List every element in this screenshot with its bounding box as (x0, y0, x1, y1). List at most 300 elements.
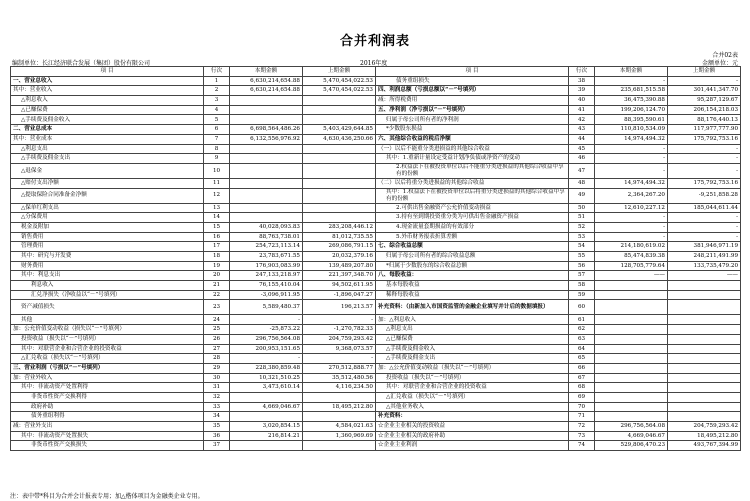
row-number: 24 (204, 315, 230, 325)
prior-amount: - (668, 154, 741, 164)
current-amount (230, 115, 303, 125)
table-row (11, 222, 741, 232)
current-amount: —— (595, 271, 668, 281)
prior-amount: - (668, 222, 741, 232)
row-number: 67 (569, 373, 595, 383)
current-amount (230, 178, 303, 188)
item-label: 其中：营业收入 (11, 86, 204, 96)
item-label: △退保金 (11, 163, 204, 178)
prior-amount: 196,213.57 (303, 300, 376, 315)
item-label: *少数股东损益 (376, 125, 569, 135)
item-label: 其中：1.重新计量设定受益计划净负债或净资产的变动 (376, 154, 569, 164)
header-current: 本期金额 (230, 67, 303, 77)
row-number: 72 (569, 422, 595, 432)
row-number: 25 (204, 325, 230, 335)
item-label: 加：△利息收入 (376, 315, 569, 325)
current-amount: 296,756,564.08 (595, 422, 668, 432)
current-amount (595, 325, 668, 335)
item-label: △汇兑收益（损失以“－”号填列） (376, 392, 569, 402)
current-amount (230, 96, 303, 106)
row-number: 64 (569, 344, 595, 354)
prior-amount (668, 412, 741, 422)
row-number: 10 (204, 163, 230, 178)
item-label: △已赚保费 (376, 334, 569, 344)
table-row (11, 271, 741, 281)
row-number: 29 (204, 363, 230, 373)
row-number: 20 (204, 271, 230, 281)
row-number: 27 (204, 344, 230, 354)
item-label: 债务重组利得 (11, 412, 204, 422)
row-number: 74 (569, 441, 595, 451)
item-label: 4.现金流量套期损益的有效部分 (376, 222, 569, 232)
current-amount (230, 392, 303, 402)
current-amount: 40,028,093.83 (230, 222, 303, 232)
row-number: 63 (569, 334, 595, 344)
table-row (11, 431, 741, 441)
current-amount: - (595, 232, 668, 242)
row-number: 36 (204, 431, 230, 441)
item-label: 三、营业利润（亏损以“－”号填列） (11, 363, 204, 373)
item-label: 财务费用 (11, 261, 204, 271)
current-amount: - (595, 213, 668, 223)
item-label: 其中：营业成本 (11, 134, 204, 144)
current-amount (595, 290, 668, 300)
table-row (11, 134, 741, 144)
table-row (11, 115, 741, 125)
item-label: △赔付支出净额 (11, 178, 204, 188)
item-label: 投资收益（损失以“－”号填列） (376, 373, 569, 383)
current-amount: - (230, 315, 303, 325)
prior-amount: - (668, 232, 741, 242)
row-number: 60 (569, 300, 595, 315)
prior-amount (668, 392, 741, 402)
current-amount: - (595, 144, 668, 154)
prior-amount (668, 325, 741, 335)
prior-amount: 206,154,218.03 (668, 105, 741, 115)
prior-amount: 20,032,379.16 (303, 252, 376, 262)
table-row (11, 412, 741, 422)
header-item: 项 目 (11, 67, 204, 77)
row-number: 42 (569, 115, 595, 125)
current-amount: 176,903,083.99 (230, 261, 303, 271)
header-current: 本期金额 (595, 67, 668, 77)
prior-amount (303, 188, 376, 203)
item-label: （二）以后将重分类进损益的其他综合收益 (376, 178, 569, 188)
report-year: 2016年度 (360, 60, 388, 67)
prior-amount (303, 178, 376, 188)
table-row (11, 315, 741, 325)
row-number: 70 (569, 402, 595, 412)
item-label: △利息支出 (11, 144, 204, 154)
item-label: △已赚保费 (11, 105, 204, 115)
prior-amount (668, 373, 741, 383)
table-row (11, 354, 741, 364)
prior-amount: 5,470,454,022.53 (303, 86, 376, 96)
item-label: 非货币性资产交换利得 (11, 392, 204, 402)
table-row (11, 325, 741, 335)
current-amount (595, 363, 668, 373)
table-row (11, 188, 741, 203)
row-number: 4 (204, 105, 230, 115)
row-number: 61 (569, 315, 595, 325)
prior-amount (668, 402, 741, 412)
current-amount: 128,705,779.64 (595, 261, 668, 271)
current-amount: 254,723,113.14 (230, 242, 303, 252)
table-row (11, 163, 741, 178)
item-label: △手续费及佣金收入 (11, 115, 204, 125)
table-row (11, 441, 741, 451)
item-label: 资产减值损失 (11, 300, 204, 315)
item-label: 5.外币财务报表折算差额 (376, 232, 569, 242)
item-label: 补充资料： (376, 412, 569, 422)
row-number: 45 (569, 144, 595, 154)
current-amount (595, 315, 668, 325)
row-number: 66 (569, 363, 595, 373)
prior-amount: 283,208,446.12 (303, 222, 376, 232)
item-label: 债务重组损失 (376, 76, 569, 86)
prior-amount: -1,270,782.33 (303, 325, 376, 335)
prior-amount: 4,630,436,250.66 (303, 134, 376, 144)
prior-amount (668, 344, 741, 354)
prior-amount: 204,759,293.42 (303, 334, 376, 344)
row-number: 73 (569, 431, 595, 441)
current-amount: - (595, 76, 668, 86)
row-number: 46 (569, 154, 595, 164)
current-amount: 14,974,494.32 (595, 134, 668, 144)
current-amount: 214,180,619.02 (595, 242, 668, 252)
current-amount (230, 213, 303, 223)
item-label: 其中：研究与开发费 (11, 252, 204, 262)
current-amount (230, 154, 303, 164)
item-label: 其中：对联营企业和合营企业的投资收益 (11, 344, 204, 354)
current-amount (595, 373, 668, 383)
header-prior: 上期金额 (668, 67, 741, 77)
table-row (11, 154, 741, 164)
prior-amount (668, 334, 741, 344)
item-label: 稀释每股收益 (376, 290, 569, 300)
header-row (11, 67, 741, 77)
prior-amount: 35,512,480.56 (303, 373, 376, 383)
prior-amount: 248,211,491.99 (668, 252, 741, 262)
prior-amount: 9,368,073.57 (303, 344, 376, 354)
item-label: 其中：非流动资产处置利得 (11, 383, 204, 393)
row-number: 22 (204, 290, 230, 300)
prior-amount (303, 213, 376, 223)
item-label: △利息支出 (376, 325, 569, 335)
current-amount (595, 402, 668, 412)
table-row (11, 178, 741, 188)
prior-amount (668, 315, 741, 325)
item-label: 其中：利息支出 (11, 271, 204, 281)
current-amount: 216,814.21 (230, 431, 303, 441)
row-number: 52 (569, 222, 595, 232)
item-label: △手续费及佣金收入 (376, 344, 569, 354)
row-number: 44 (569, 134, 595, 144)
prior-amount: 221,397,348.70 (303, 271, 376, 281)
item-label: 加：△公允价值变动收益（损失以“－”号填列） (376, 363, 569, 373)
footnote: 注：表中带*科目为合并会计报表专用；加△楷体项目为金融类企业专用。 (10, 493, 204, 500)
row-number: 17 (204, 242, 230, 252)
prior-amount: 139,489,207.80 (303, 261, 376, 271)
row-number: 69 (569, 392, 595, 402)
item-label: 其中：非流动资产处置损失 (11, 431, 204, 441)
item-label: △利息收入 (11, 96, 204, 106)
row-number: 5 (204, 115, 230, 125)
item-label: 二、营业总成本 (11, 125, 204, 135)
row-number: 26 (204, 334, 230, 344)
current-amount (595, 412, 668, 422)
row-number: 47 (569, 163, 595, 178)
item-label: 七、综合收益总额 (376, 242, 569, 252)
current-amount: 12,610,227.12 (595, 203, 668, 213)
prior-amount: 95,287,129.67 (668, 96, 741, 106)
current-amount: 200,953,151.65 (230, 344, 303, 354)
current-amount: - (595, 222, 668, 232)
table-row (11, 203, 741, 213)
prior-amount: - (668, 213, 741, 223)
row-number: 1 (204, 76, 230, 86)
item-label: △分保费用 (11, 213, 204, 223)
prior-amount (303, 105, 376, 115)
header-row-no: 行次 (569, 67, 595, 77)
current-amount: 76,155,410.04 (230, 281, 303, 291)
form-number: 合并02表 (712, 52, 738, 59)
prior-amount: - (303, 354, 376, 364)
amount-unit: 金额单位：元 (701, 60, 738, 67)
prior-amount (668, 363, 741, 373)
table-row (11, 213, 741, 223)
item-label: 利息收入 (11, 281, 204, 291)
prior-amount: 94,502,611.95 (303, 281, 376, 291)
prior-amount (668, 290, 741, 300)
row-number: 14 (204, 213, 230, 223)
prior-amount: 5,403,429,644.85 (303, 125, 376, 135)
current-amount: - (230, 354, 303, 364)
current-amount (595, 300, 668, 315)
item-label: 五、净利润（净亏损以“－”号填列） (376, 105, 569, 115)
prior-amount (303, 115, 376, 125)
prior-amount: 18,495,212.80 (668, 431, 741, 441)
current-amount (230, 412, 303, 422)
item-label: 其他 (11, 315, 204, 325)
prior-amount: 175,792,753.16 (668, 134, 741, 144)
current-amount: 6,630,214,654.88 (230, 76, 303, 86)
current-amount: 6,630,214,654.88 (230, 86, 303, 96)
item-label: 一、营业总收入 (11, 76, 204, 86)
current-amount: 88,763,738.01 (230, 232, 303, 242)
header-item: 项 目 (376, 67, 569, 77)
row-number: 71 (569, 412, 595, 422)
current-amount: -25,873.22 (230, 325, 303, 335)
row-number: 9 (204, 154, 230, 164)
prior-amount: 133,735,479.20 (668, 261, 741, 271)
item-label: 其中：对联营企业和合营企业的投资收益 (376, 383, 569, 393)
row-number: 32 (204, 392, 230, 402)
item-label: 加：公允价值变动收益（损失以“－”号填列） (11, 325, 204, 335)
row-number: 31 (204, 383, 230, 393)
item-label: 减：营业外支出 (11, 422, 204, 432)
current-amount: 23,783,671.55 (230, 252, 303, 262)
prior-amount: 117,977,777.90 (668, 125, 741, 135)
current-amount: 2,364,267.20 (595, 188, 668, 203)
item-label: （一）以后不能重分类进损益的其他综合收益 (376, 144, 569, 154)
prior-amount: 18,495,212.80 (303, 402, 376, 412)
current-amount (230, 188, 303, 203)
table-row (11, 86, 741, 96)
current-amount: 296,756,564.08 (230, 334, 303, 344)
prior-amount (303, 203, 376, 213)
item-label: 管理费用 (11, 242, 204, 252)
row-number: 49 (569, 188, 595, 203)
current-amount: 10,321,510.25 (230, 373, 303, 383)
prior-amount: 204,759,293.42 (668, 422, 741, 432)
row-number: 48 (569, 178, 595, 188)
prior-amount: -1,896,047.27 (303, 290, 376, 300)
prior-amount: 381,946,971.19 (668, 242, 741, 252)
current-amount (595, 281, 668, 291)
row-number: 58 (569, 281, 595, 291)
prior-amount: 175,792,753.16 (668, 178, 741, 188)
prior-amount (668, 383, 741, 393)
row-number: 68 (569, 383, 595, 393)
item-label: △其他业务收入 (376, 402, 569, 412)
row-number: 55 (569, 252, 595, 262)
table-row (11, 232, 741, 242)
item-label: 汇兑净损失（净收益以“－”号填列） (11, 290, 204, 300)
item-label: 加：营业外收入 (11, 373, 204, 383)
table-row (11, 242, 741, 252)
row-number: 21 (204, 281, 230, 291)
row-number: 51 (569, 213, 595, 223)
prior-amount: - (303, 315, 376, 325)
current-amount: 235,681,515.58 (595, 86, 668, 96)
prior-amount: 270,512,888.77 (303, 363, 376, 373)
item-label: 税金及附加 (11, 222, 204, 232)
item-label: 非货币性资产交换损失 (11, 441, 204, 451)
prior-amount: -9,251,858.28 (668, 188, 741, 203)
current-amount (230, 163, 303, 178)
item-label: ☆企业主业相关的投资收益 (376, 422, 569, 432)
table-row (11, 344, 741, 354)
prior-amount: 269,086,791.15 (303, 242, 376, 252)
item-label: *归属于少数股东的综合收益总额 (376, 261, 569, 271)
item-label: 2.可供出售金融资产公允价值变动损益 (376, 203, 569, 213)
current-amount: 14,974,494.32 (595, 178, 668, 188)
item-label: 销售费用 (11, 232, 204, 242)
prior-amount: 1,360,969.69 (303, 431, 376, 441)
table-row (11, 363, 741, 373)
item-label: ☆企业主业相关的政府补助 (376, 431, 569, 441)
prior-amount: - (668, 163, 741, 178)
item-label: 减：所得税费用 (376, 96, 569, 106)
row-number: 35 (204, 422, 230, 432)
item-label: △汇兑收益（损失以“－”号填列） (11, 354, 204, 364)
prior-amount: 493,767,394.99 (668, 441, 741, 451)
current-amount: 4,669,046.67 (595, 431, 668, 441)
current-amount: 4,669,046.67 (230, 402, 303, 412)
item-label: 归属于母公司所有者的净利润 (376, 115, 569, 125)
current-amount: 36,475,390.88 (595, 96, 668, 106)
item-label: 八、每股收益： (376, 271, 569, 281)
report-title: 合并利润表 (339, 34, 410, 49)
prior-amount (303, 96, 376, 106)
row-number: 16 (204, 232, 230, 242)
table-row (11, 392, 741, 402)
table-row (11, 76, 741, 86)
item-label: 其中：1.权益法下在被投资单位以后将重分类进损益的其他综合收益中享有的份额 (376, 188, 569, 203)
row-number: 2 (204, 86, 230, 96)
row-number: 41 (569, 105, 595, 115)
prior-amount: - (668, 144, 741, 154)
table-row (11, 402, 741, 412)
row-number: 11 (204, 178, 230, 188)
row-number: 54 (569, 242, 595, 252)
current-amount (595, 383, 668, 393)
row-number: 7 (204, 134, 230, 144)
header-row-no: 行次 (204, 67, 230, 77)
row-number: 43 (569, 125, 595, 135)
prior-amount (303, 392, 376, 402)
current-amount (595, 344, 668, 354)
prior-amount: 81,012,735.55 (303, 232, 376, 242)
table-row (11, 125, 741, 135)
prior-amount: 4,116,234.50 (303, 383, 376, 393)
table-row (11, 290, 741, 300)
row-number: 59 (569, 290, 595, 300)
current-amount (230, 441, 303, 451)
row-number: 19 (204, 261, 230, 271)
row-number: 23 (204, 300, 230, 315)
row-number: 13 (204, 203, 230, 213)
current-amount (230, 105, 303, 115)
item-label: 2.权益法下在被投资单位以后不能重分类进损益的其他综合收益中享有的份额 (376, 163, 569, 178)
current-amount: 85,474,839.38 (595, 252, 668, 262)
row-number: 62 (569, 325, 595, 335)
row-number: 56 (569, 261, 595, 271)
row-number: 28 (204, 354, 230, 364)
row-number: 12 (204, 188, 230, 203)
current-amount: 247,133,218.97 (230, 271, 303, 281)
prior-amount (303, 154, 376, 164)
prior-amount: 301,441,347.70 (668, 86, 741, 96)
row-number: 65 (569, 354, 595, 364)
company-name: 编制单位：长江经济联合发展（集团）股份有限公司 (12, 60, 151, 67)
row-number: 37 (204, 441, 230, 451)
current-amount (230, 203, 303, 213)
row-number: 33 (204, 402, 230, 412)
item-label: △提取保险合同准备金净额 (11, 188, 204, 203)
table-row (11, 105, 741, 115)
income-statement-table (10, 66, 741, 451)
row-number: 3 (204, 96, 230, 106)
item-label: 四、利润总额（亏损总额以“－”号填列） (376, 86, 569, 96)
item-label: 六、其他综合收益的税后净额 (376, 134, 569, 144)
table-row (11, 252, 741, 262)
row-number: 40 (569, 96, 595, 106)
prior-amount (668, 300, 741, 315)
item-label: 补充资料：（由新加入市国资监管的金融企业填写并计后的数据填报） (376, 300, 569, 315)
current-amount: - (595, 163, 668, 178)
current-amount: 228,380,859.48 (230, 363, 303, 373)
table-row (11, 373, 741, 383)
prior-amount (303, 441, 376, 451)
row-number: 39 (569, 86, 595, 96)
current-amount: 6,698,564,486.26 (230, 125, 303, 135)
current-amount (595, 392, 668, 402)
prior-amount: 4,584,021.63 (303, 422, 376, 432)
row-number: 15 (204, 222, 230, 232)
prior-amount (668, 281, 741, 291)
